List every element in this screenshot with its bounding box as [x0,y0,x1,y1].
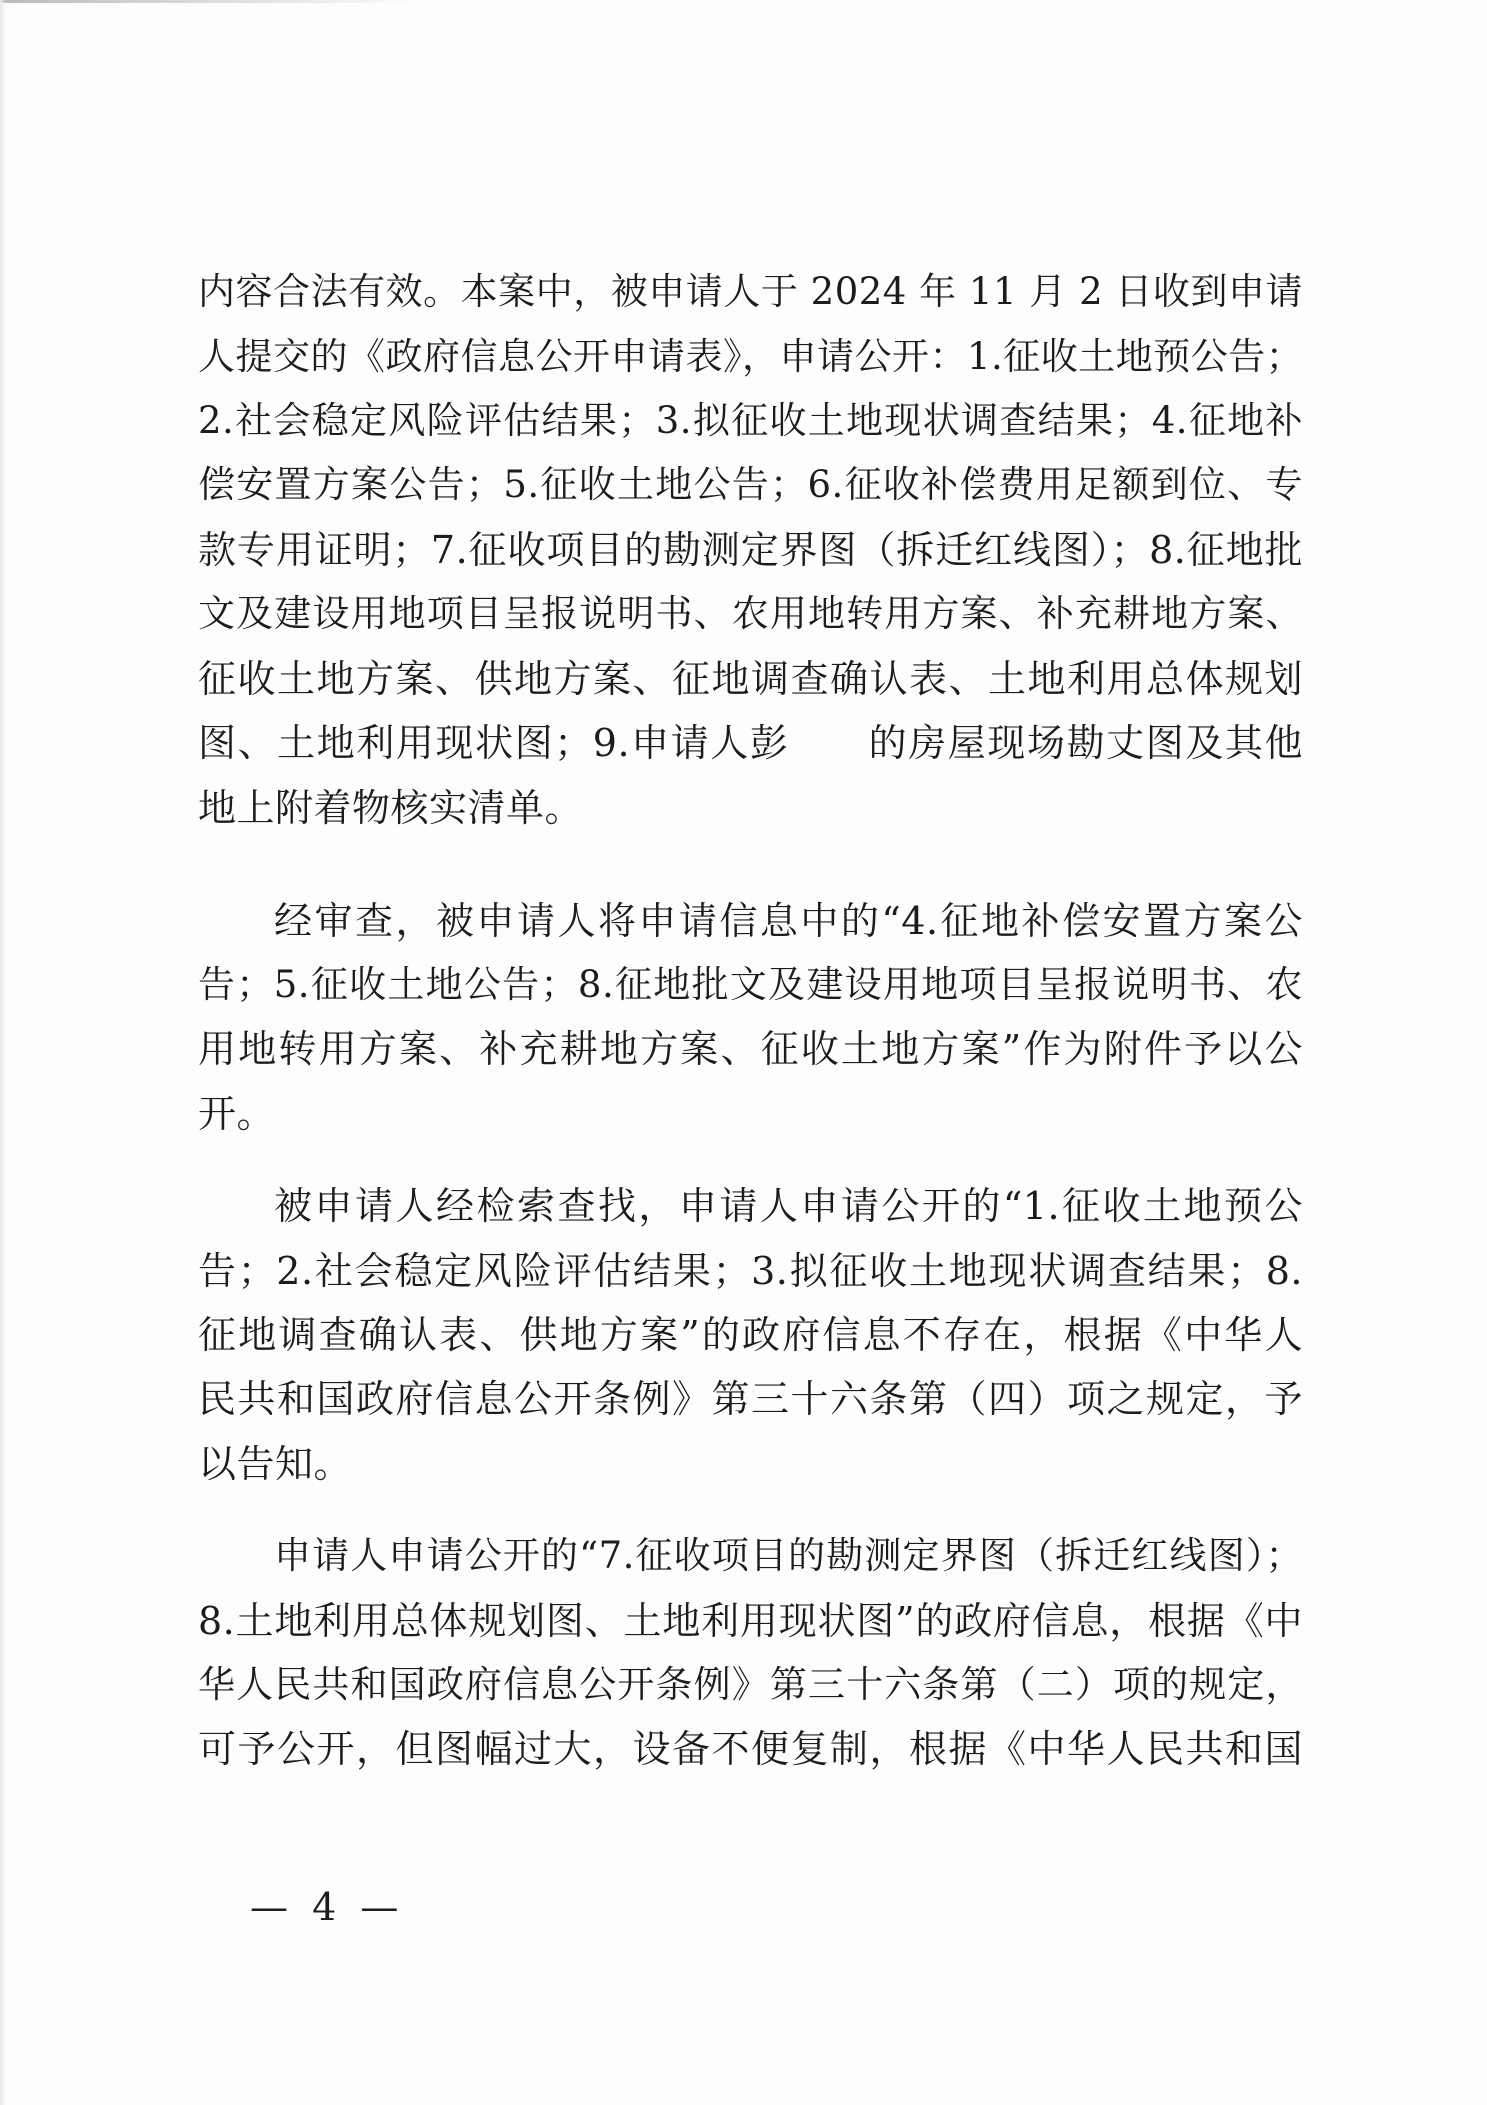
page-number: — 4 — [250,1885,405,1929]
paragraph-1-line-1: 内容合法有效。本案中，被申请人于 2024 年 11 月 2 日收到申请 [198,270,1303,313]
paragraph-3-line-4: 民共和国政府信息公开条例》第三十六条第（四）项之规定，予 [198,1377,1303,1421]
paragraph-2-line-1: 经审查，被申请人将申请信息中的“4.征地补偿安置方案公 [274,899,1303,943]
paragraph-1-line-9: 地上附着物核实清单。 [198,786,584,830]
paragraph-3-line-2: 告；2.社会稳定风险评估结果；3.拟征收土地现状调查结果；8. [198,1249,1303,1293]
paragraph-2-line-4: 开。 [198,1092,276,1136]
paragraph-4-line-1: 申请人申请公开的“7.征收项目的勘测定界图（拆迁红线图）； [274,1534,1303,1577]
paragraph-1-line-8: 图、土地利用现状图；9.申请人彭 的房屋现场勘丈图及其他 [198,721,1303,765]
paragraph-4-line-4: 可予公开，但图幅过大，设备不便复制，根据《中华人民共和国 [198,1727,1303,1771]
scan-edge-shade [0,0,6,2105]
paragraph-3-line-3: 征地调查确认表、供地方案”的政府信息不存在，根据《中华人 [198,1313,1303,1357]
paragraph-1-line-5: 款专用证明；7.征收项目的勘测定界图（拆迁红线图）；8.征地批 [198,528,1303,572]
paragraph-2-line-3: 用地转用方案、补充耕地方案、征收土地方案”作为附件予以公 [198,1027,1303,1071]
paragraph-1-line-6: 文及建设用地项目呈报说明书、农用地转用方案、补充耕地方案、 [198,592,1303,635]
paragraph-1-line-4: 偿安置方案公告；5.征收土地公告；6.征收补偿费用足额到位、专 [198,463,1303,506]
paragraph-1-line-7: 征收土地方案、供地方案、征地调查确认表、土地利用总体规划 [198,657,1303,701]
paragraph-2-line-2: 告；5.征收土地公告；8.征地批文及建设用地项目呈报说明书、农 [198,963,1303,1006]
paragraph-1-line-2: 人提交的《政府信息公开申请表》，申请公开：1.征收土地预公告； [198,335,1304,378]
paragraph-4-line-3: 华人民共和国政府信息公开条例》第三十六条第（二）项的规定， [198,1663,1303,1706]
scan-edge-line [0,0,420,3]
paragraph-1-line-3: 2.社会稳定风险评估结果；3.拟征收土地现状调查结果；4.征地补 [198,399,1303,442]
paragraph-4-line-2: 8.土地利用总体规划图、土地利用现状图”的政府信息，根据《中 [198,1599,1303,1643]
paragraph-3-line-1: 被申请人经检索查找，申请人申请公开的“1.征收土地预公 [274,1184,1303,1228]
paragraph-3-line-5: 以告知。 [198,1442,353,1486]
